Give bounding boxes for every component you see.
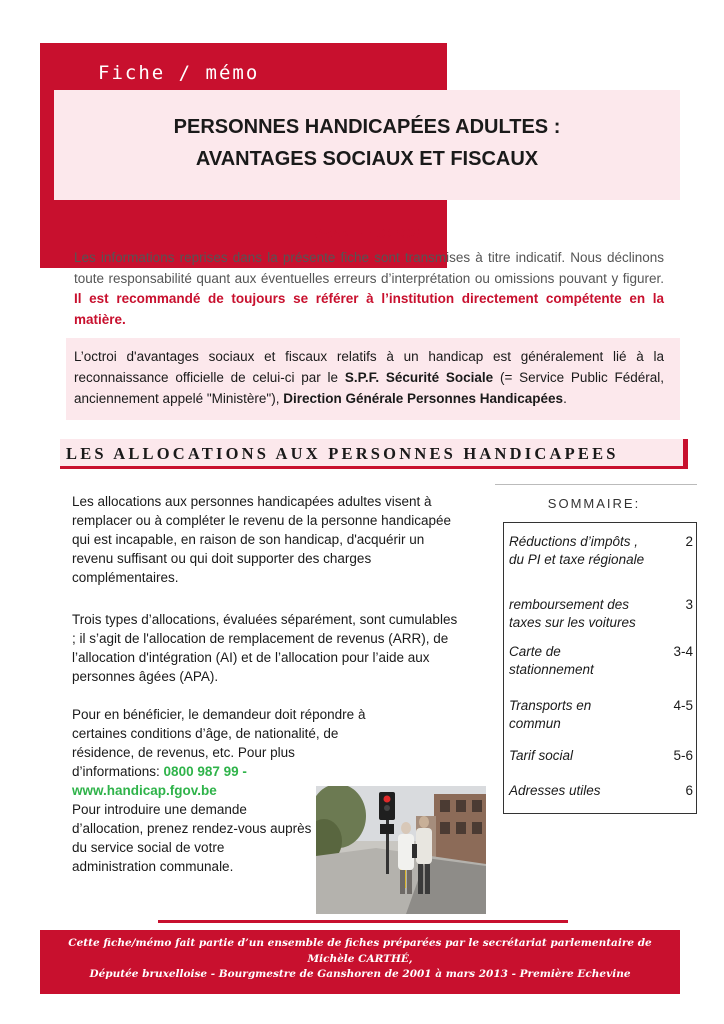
footer-credits (40, 936, 680, 983)
page-title-line-2: AVANTAGES SOCIAUX ET FISCAUX (195, 148, 539, 170)
paragraph-allocation-types: Trois types d’allocations, évaluées séparément, sont cumulables ; il s’agit de l'allocation de remplacement de revenus (ARR), de l’allocation d'intégration (AI) et de l’allocation pour l’aide aux personnes âgées (APA). (72, 612, 458, 684)
avant-propos-text: Les informations reprises dans la présente fiche sont transmises à titre indicatif. Nous déclinons toute responsabilité quant aux éventuelles erreurs d’interprétation ou omissions pouvant y figurer. (74, 250, 664, 286)
toc-label: remboursement des taxes sur les voitures (509, 597, 636, 630)
footer-line-3: Députée bruxelloise - Bourgmestre de Ganshoren de 2001 à mars 2013 - Première Echevine (89, 968, 631, 980)
toc-page: 2 (685, 534, 693, 549)
avant-propos-body (74, 248, 664, 330)
title-panel (54, 90, 680, 200)
paragraph-allocations-intro: Les allocations aux personnes handicapées adultes visent à remplacer ou à compléter le revenu de la personne handicapée qui est incapable, en raison de son handicap, d'acquérir un revenu suffisant ou qui doit supporter des charges complémentaires. (72, 494, 451, 585)
footer-rule (158, 920, 568, 923)
section-heading: LES ALLOCATIONS AUX PERSONNES HANDICAPEES (66, 444, 619, 463)
contact-link[interactable]: 0800 987 99 - www.handicap.fgov.be (72, 764, 247, 798)
octroi-direction: Direction Générale Personnes Handicapées (283, 391, 564, 406)
sommaire-rule (495, 484, 697, 485)
toc-page: 3-4 (673, 644, 693, 659)
toc-page: 6 (685, 783, 693, 798)
toc-page: 5-6 (673, 748, 693, 763)
toc-label: Réductions d’impôts , du PI et taxe régionale (509, 534, 645, 567)
street-photo (316, 786, 486, 914)
octroi-text (74, 346, 664, 409)
octroi-part-1: L’octroi d'avantages sociaux et fiscaux relatifs à un handicap est généralement lié à la reconnaissance officielle de celui-ci par le (74, 349, 664, 385)
toc-label: Transports en commun (509, 698, 592, 731)
octroi-spf: S.P.F. Sécurité Sociale (344, 370, 494, 385)
octroi-part-2: (= Service Public Fédéral, anciennement appelé "Ministère"), (74, 370, 665, 406)
avant-propos-heading: AVANT-PROPOS (313, 226, 420, 241)
toc-page: 4-5 (673, 698, 693, 713)
toc-label: Adresses utiles (509, 783, 601, 798)
toc-label: Carte de stationnement (509, 644, 594, 677)
footer-line-1: Cette fiche/mémo fait partie d’un ensemble de fiches préparées par le secrétariat parlementaire de (68, 937, 652, 949)
fiche-label: Fiche / mémo (98, 62, 260, 84)
page-title-line-1: PERSONNES HANDICAPÉES ADULTES : (173, 116, 561, 138)
toc-label: Tarif social (509, 748, 574, 763)
paragraph-demande: Pour introduire une demande d’allocation, prenez rendez-vous auprès du service social de votre administration communale. (72, 802, 312, 874)
conditions-text: Pour en bénéficier, le demandeur doit répondre à certaines conditions d’âge, de nationalité, de résidence, de revenus, etc. Pour plus d’informations: (72, 707, 366, 779)
avant-propos-emphasis: Il est recommandé de toujours se référer à l’institution directement compétente en la matière. (74, 291, 664, 327)
octroi-part-3: . (563, 391, 567, 406)
sommaire-heading: SOMMAIRE: (547, 496, 641, 511)
footer-line-2: Michèle CARTHÉ, (307, 952, 413, 965)
toc-page: 3 (685, 597, 693, 612)
